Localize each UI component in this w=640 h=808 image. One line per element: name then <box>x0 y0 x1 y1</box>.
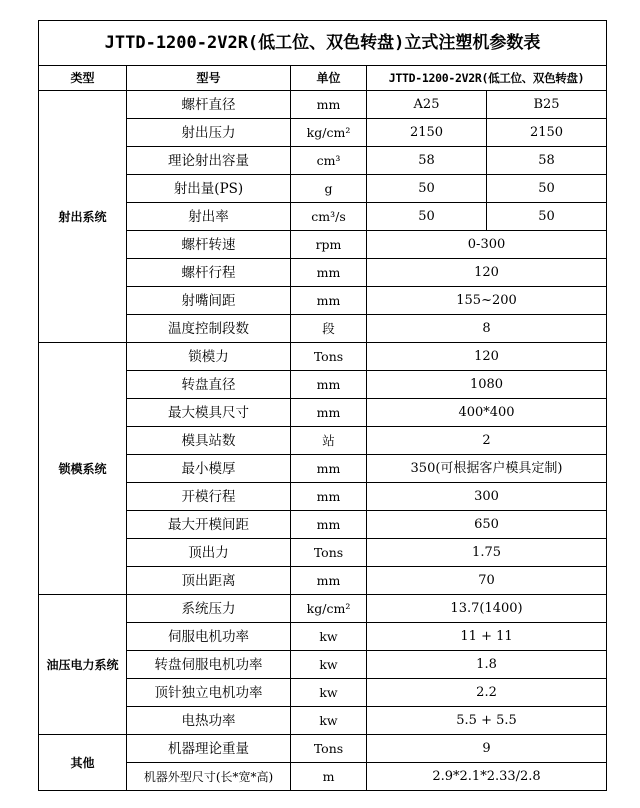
spec-sheet <box>38 20 606 791</box>
spec-table <box>38 20 607 791</box>
table-row <box>39 91 607 119</box>
param-unit: kg/cm² <box>291 119 367 147</box>
param-value: 11 + 11 <box>367 623 607 651</box>
param-value-b: 58 <box>487 147 607 175</box>
param-name: 螺杆转速 <box>127 231 291 259</box>
header-type: 类型 <box>39 66 127 91</box>
param-unit: mm <box>291 259 367 287</box>
param-name: 转盘伺服电机功率 <box>127 651 291 679</box>
param-value: 1.75 <box>367 539 607 567</box>
param-name: 顶出距离 <box>127 567 291 595</box>
param-unit: rpm <box>291 231 367 259</box>
param-name: 温度控制段数 <box>127 315 291 343</box>
param-unit: m <box>291 763 367 791</box>
param-value: 13.7(1400) <box>367 595 607 623</box>
param-value-a: A25 <box>367 91 487 119</box>
param-value: 2 <box>367 427 607 455</box>
page-title: JTTD-1200-2V2R(低工位、双色转盘)立式注塑机参数表 <box>39 21 607 66</box>
param-value-a: 58 <box>367 147 487 175</box>
param-name: 理论射出容量 <box>127 147 291 175</box>
param-unit: cm³/s <box>291 203 367 231</box>
param-value-a: 2150 <box>367 119 487 147</box>
param-name: 系统压力 <box>127 595 291 623</box>
param-unit: mm <box>291 455 367 483</box>
header-unit: 单位 <box>291 66 367 91</box>
param-name: 射出量(PS) <box>127 175 291 203</box>
param-value: 1.8 <box>367 651 607 679</box>
param-unit: mm <box>291 399 367 427</box>
param-name: 最大模具尺寸 <box>127 399 291 427</box>
param-value: 120 <box>367 259 607 287</box>
param-value: 650 <box>367 511 607 539</box>
table-row <box>39 595 607 623</box>
table-row <box>39 343 607 371</box>
section-label: 锁模系统 <box>39 343 127 595</box>
param-unit: g <box>291 175 367 203</box>
section-label: 其他 <box>39 735 127 791</box>
param-unit: cm³ <box>291 147 367 175</box>
param-unit: mm <box>291 567 367 595</box>
param-value: 8 <box>367 315 607 343</box>
param-value: 1080 <box>367 371 607 399</box>
param-name: 螺杆直径 <box>127 91 291 119</box>
param-name: 机器外型尺寸(长*宽*高) <box>127 763 291 791</box>
param-name: 射嘴间距 <box>127 287 291 315</box>
param-unit: mm <box>291 91 367 119</box>
param-name: 伺服电机功率 <box>127 623 291 651</box>
header-model: 型号 <box>127 66 291 91</box>
param-name: 射出压力 <box>127 119 291 147</box>
param-unit: 站 <box>291 427 367 455</box>
param-value: 9 <box>367 735 607 763</box>
param-unit: kg/cm² <box>291 595 367 623</box>
param-value: 400*400 <box>367 399 607 427</box>
table-row <box>39 735 607 763</box>
param-value: 70 <box>367 567 607 595</box>
param-name: 最小模厚 <box>127 455 291 483</box>
section-label: 油压电力系统 <box>39 595 127 735</box>
param-value-a: 50 <box>367 203 487 231</box>
param-unit: Tons <box>291 343 367 371</box>
param-unit: mm <box>291 511 367 539</box>
param-name: 锁模力 <box>127 343 291 371</box>
param-unit: Tons <box>291 539 367 567</box>
param-unit: kw <box>291 679 367 707</box>
param-value: 2.9*2.1*2.33/2.8 <box>367 763 607 791</box>
section-label: 射出系统 <box>39 91 127 343</box>
param-name: 最大开模间距 <box>127 511 291 539</box>
param-value-b: B25 <box>487 91 607 119</box>
param-value: 350(可根据客户模具定制) <box>367 455 607 483</box>
param-value: 2.2 <box>367 679 607 707</box>
param-name: 电热功率 <box>127 707 291 735</box>
param-unit: kw <box>291 651 367 679</box>
param-unit: mm <box>291 371 367 399</box>
param-name: 机器理论重量 <box>127 735 291 763</box>
param-unit: mm <box>291 287 367 315</box>
header-row <box>39 66 607 91</box>
param-unit: Tons <box>291 735 367 763</box>
param-value-b: 2150 <box>487 119 607 147</box>
param-value: 155~200 <box>367 287 607 315</box>
param-value-b: 50 <box>487 203 607 231</box>
param-unit: mm <box>291 483 367 511</box>
param-value-b: 50 <box>487 175 607 203</box>
param-value: 300 <box>367 483 607 511</box>
param-name: 顶出力 <box>127 539 291 567</box>
param-value: 5.5 + 5.5 <box>367 707 607 735</box>
param-unit: kw <box>291 707 367 735</box>
param-value-a: 50 <box>367 175 487 203</box>
param-name: 开模行程 <box>127 483 291 511</box>
param-value: 120 <box>367 343 607 371</box>
param-name: 转盘直径 <box>127 371 291 399</box>
param-name: 模具站数 <box>127 427 291 455</box>
param-unit: 段 <box>291 315 367 343</box>
param-name: 顶针独立电机功率 <box>127 679 291 707</box>
param-name: 射出率 <box>127 203 291 231</box>
param-name: 螺杆行程 <box>127 259 291 287</box>
param-unit: kw <box>291 623 367 651</box>
header-machine-model: JTTD-1200-2V2R(低工位、双色转盘) <box>367 66 607 91</box>
param-value: 0-300 <box>367 231 607 259</box>
